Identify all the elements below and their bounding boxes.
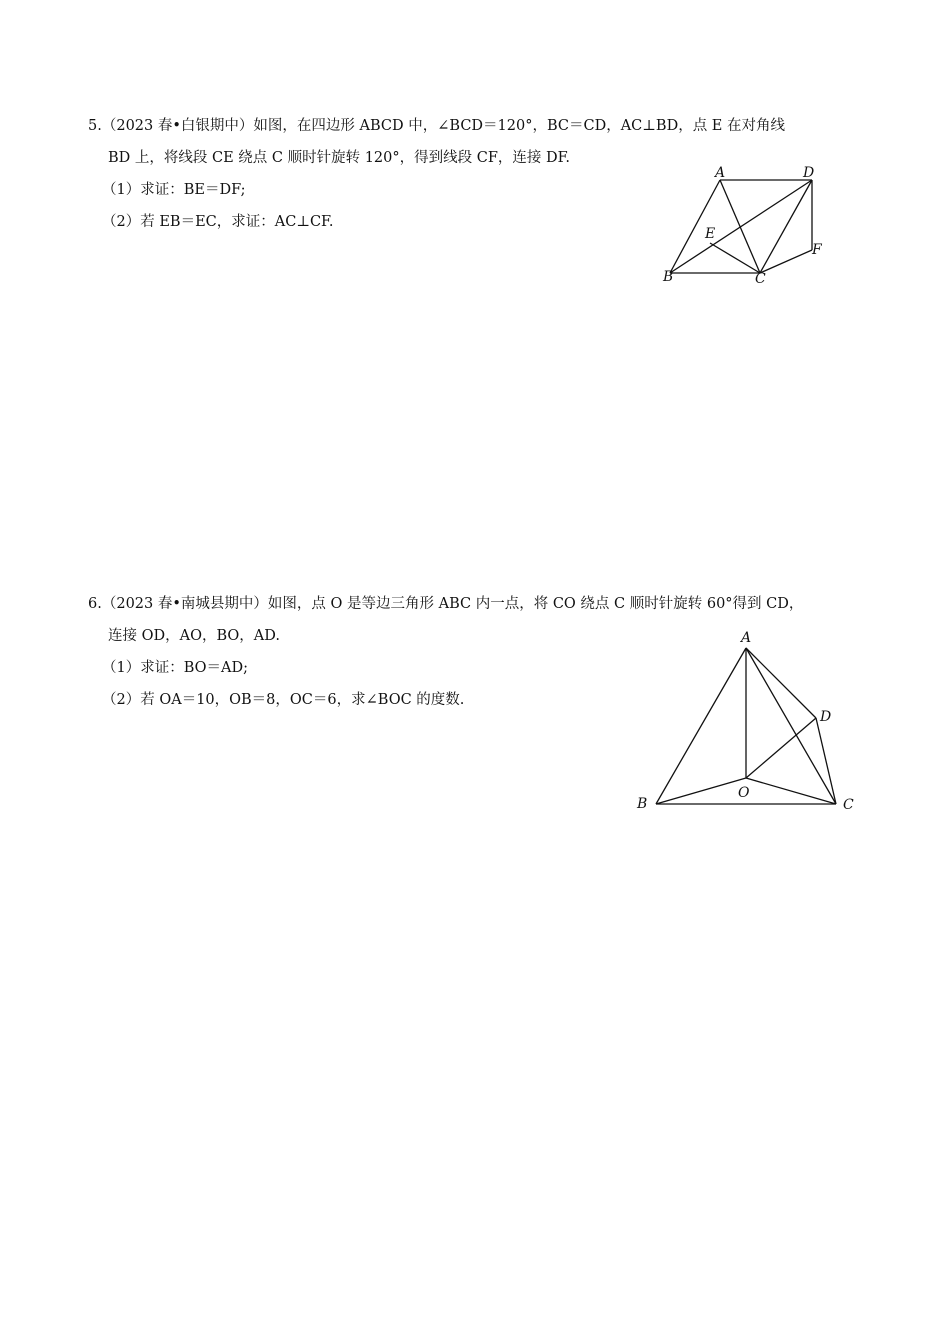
problem-6-number: 6 [88, 596, 98, 612]
problem-5-number: 5 [88, 118, 98, 134]
problem-6-part-2: （2）若 OA＝10，OB＝8，OC＝6，求∠BOC 的度数. [102, 692, 465, 708]
problem-6-line-2: 连接 OD，AO，BO，AD. [108, 628, 280, 644]
label-b: B [663, 269, 674, 285]
label-c: C [843, 797, 854, 813]
problem-6-figure [632, 628, 862, 818]
edge-cf [760, 250, 812, 273]
problem-6-line-1: 6.（2023 春•南城县期中）如图，点 O 是等边三角形 ABC 内一点，将 CO 绕点 C 顺时针旋转 60°得到 CD， [88, 596, 804, 612]
label-a: A [741, 630, 752, 646]
edge-cd [760, 180, 812, 273]
edge-ce [710, 243, 760, 273]
problem-5-text-1: 如图，在四边形 ABCD 中，∠BCD＝120°，BC＝CD，AC⊥BD，点 E 在对角线 [253, 118, 785, 134]
label-b: B [637, 796, 648, 812]
label-d: D [803, 165, 815, 181]
problem-5-line-2: BD 上，将线段 CE 绕点 C 顺时针旋转 120°，得到线段 CF，连接 DF. [108, 150, 571, 166]
problem-5-source: （2023 春•白银期中） [101, 118, 254, 134]
label-f: F [812, 242, 822, 258]
problem-5-part-1: （1）求证：BE＝DF; [102, 182, 246, 198]
edge-cd [816, 718, 836, 804]
problem-6-source: （2023 春•南城县期中） [101, 596, 268, 612]
problem-6-part-1: （1）求证：BO＝AD; [102, 660, 249, 676]
label-c: C [755, 271, 766, 287]
problem-5-part-2: （2）若 EB＝EC，求证：AC⊥CF. [102, 214, 334, 230]
problem-5-figure [660, 165, 840, 288]
label-e: E [705, 226, 716, 242]
edge-ab [656, 648, 746, 804]
problem-5-line-1: 5.（2023 春•白银期中）如图，在四边形 ABCD 中，∠BCD＝120°，BC＝CD，AC⊥BD，点 E 在对角线 [88, 118, 785, 134]
label-o: O [738, 785, 750, 801]
label-a: A [715, 165, 726, 181]
edge-od [746, 718, 816, 778]
edge-ac [746, 648, 836, 804]
label-d: D [820, 709, 832, 725]
problem-6-text-1: 如图，点 O 是等边三角形 ABC 内一点，将 CO 绕点 C 顺时针旋转 60°得到 CD， [267, 596, 804, 612]
